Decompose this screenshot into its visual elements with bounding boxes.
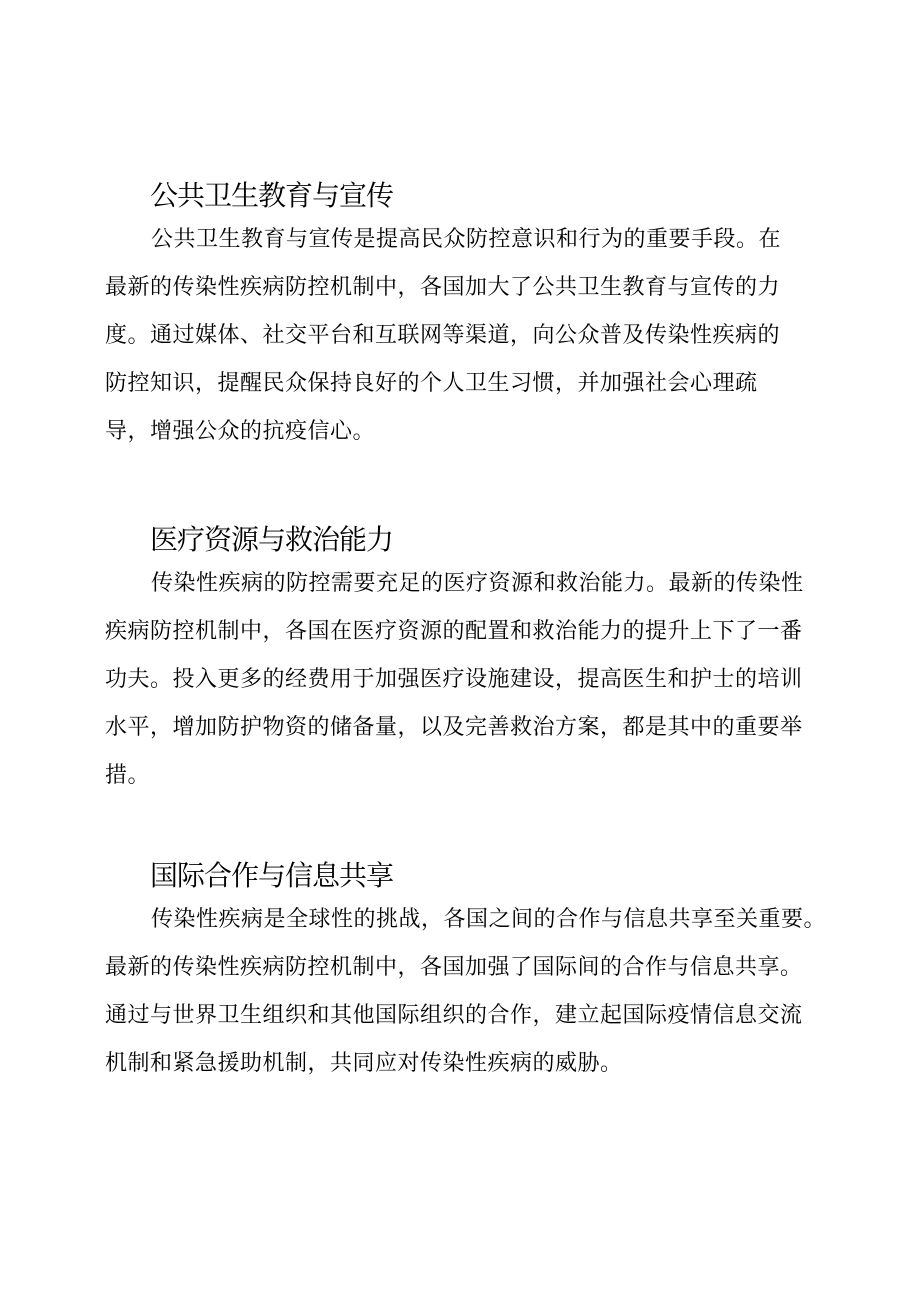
section-medical-resources [105,520,825,800]
paragraph-line: 防控知识，提醒民众保持良好的个人卫生习惯，并加强社会心理疏 [105,371,758,396]
section-heading: 公共卫生教育与宣传 [150,179,394,212]
section-heading: 国际合作与信息共享 [150,859,394,892]
paragraph-line: 措。 [105,763,151,788]
paragraph-line: 导，增强公众的抗疫信心。 [105,419,376,444]
section-public-health-education [105,176,825,456]
paragraph-line: 最新的传染性疾病防控机制中，各国加大了公共卫生教育与宣传的力 [105,275,781,300]
section-international-cooperation [105,856,825,1088]
paragraph-line: 最新的传染性疾病防控机制中，各国加强了国际间的合作与信息共享。 [105,955,803,980]
paragraph-line: 度。通过媒体、社交平台和互联网等渠道，向公众普及传染性疾病的 [105,323,781,348]
paragraph-line: 功夫。投入更多的经费用于加强医疗设施建设，提高医生和护士的培训 [105,667,803,692]
section-heading: 医疗资源与救治能力 [150,523,394,556]
paragraph-line: 传染性疾病的防控需要充足的医疗资源和救治能力。最新的传染性 [151,571,804,596]
paragraph-line: 通过与世界卫生组织和其他国际组织的合作，建立起国际疫情信息交流 [105,1003,803,1028]
paragraph-line: 公共卫生教育与宣传是提高民众防控意识和行为的重要手段。在 [151,227,782,252]
paragraph-line: 疾病防控机制中，各国在医疗资源的配置和救治能力的提升上下了一番 [105,619,803,644]
paragraph-line: 水平，增加防护物资的储备量，以及完善救治方案，都是其中的重要举 [105,715,803,740]
paragraph-line: 传染性疾病是全球性的挑战，各国之间的合作与信息共享至关重要。 [151,907,827,932]
paragraph-line: 机制和紧急援助机制，共同应对传染性疾病的威胁。 [105,1051,623,1076]
